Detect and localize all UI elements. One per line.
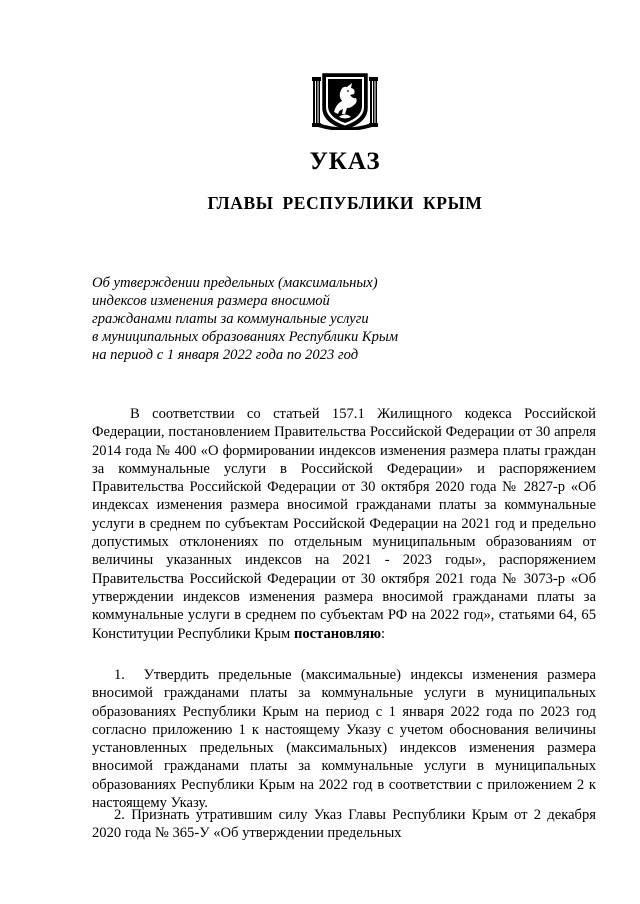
subject-line: Об утверждении предельных (максимальных) xyxy=(92,275,378,291)
item-text: Признать утратившим силу Указ Главы Республики Крым от 2 декабря 2020 года № 365-У «Об утверждении предельных xyxy=(92,807,596,842)
item-number: 2. xyxy=(114,807,125,823)
document-title: УКАЗ xyxy=(309,148,381,175)
subject-line: индексов изменения размера вносимой xyxy=(92,293,330,309)
preamble-paragraph xyxy=(92,405,596,643)
decree-subject xyxy=(92,274,398,364)
preamble-keyword: постановляю xyxy=(293,625,382,642)
coat-of-arms-icon xyxy=(312,68,378,130)
document-issuer: ГЛАВЫ РЕСПУБЛИКИ КРЫМ xyxy=(207,193,483,213)
subject-line: в муниципальных образованиях Республики Крым xyxy=(92,329,399,345)
item-text: Утвердить предельные (максимальные) индексы изменения размера вносимой гражданами платы за коммунальные услуги в муниципальных образованиях Республики Крым на период с 1 января 2022 года по 2023 год согласно приложению 1 к настоящему Указу с учетом обоснования величины установленных предельных (максимальных) индексов изменения размера вносимой гражданами платы за коммунальные услуги в муниципальных образованиях Республики Крым на 2022 год в соответствии с приложением 2 к настоящему Указу. xyxy=(92,667,596,812)
subject-line: гражданами платы за коммунальные услуги xyxy=(92,311,369,327)
list-item xyxy=(92,666,596,812)
item-number: 1. xyxy=(114,667,125,683)
preamble-text: В соответствии со статьей 157.1 Жилищного кодекса Российской Федерации, постановлением Правительства Российской Федерации от 30 апреля 2014 года № 400 «О формировании индексов изменения размера платы граждан за коммунальные услуги в Российской Федерации» и распоряжением Правительства Российской Федерации от 30 октября 2020 года № 2827-р «Об индексах изменения размера вносимой гражданами платы за коммунальные услуги в среднем по субъектам Российской Федерации на 2021 год и предельно допустимых отклонениях по отдельным муниципальным образованиям от величины указанных индексов на 2021 - 2023 годы», распоряжением Правительства Российской Федерации от 30 октября 2021 года № 3073-р «Об утверждении индексов изменения размера вносимой гражданами платы за коммунальные услуги в среднем по субъектам РФ на 2022 год», статьями 64, 65 Конституции Республики Крым xyxy=(92,406,596,642)
list-item xyxy=(92,806,596,843)
preamble-tail: : xyxy=(381,625,386,642)
subject-line: на период с 1 января 2022 года по 2023 год xyxy=(92,347,359,363)
